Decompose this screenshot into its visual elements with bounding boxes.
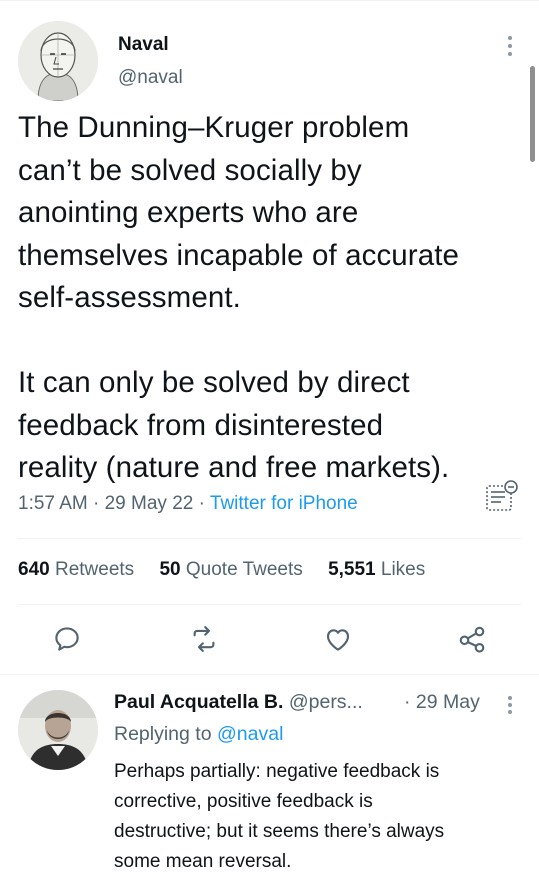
replying-to: Replying to @naval — [114, 723, 284, 745]
reply-avatar[interactable] — [18, 690, 98, 770]
avatar[interactable] — [18, 21, 98, 101]
scrollbar[interactable] — [530, 66, 535, 162]
more-vertical-icon[interactable] — [500, 34, 520, 58]
tweet-meta: 1:57 AM · 29 May 22 · Twitter for iPhone — [18, 493, 358, 514]
tweet-text: The Dunning–Kruger problem can’t be solved socially by anointing experts who are themselves incapable of accurate self-assessment. It can only be solved by direct feedback from disinterested reality (nature and free markets). — [18, 111, 460, 484]
reply-author-handle[interactable]: @pers... — [288, 691, 363, 713]
tweet-time: 1:57 AM — [18, 493, 88, 514]
heart-icon[interactable] — [323, 624, 353, 654]
tweet-date: 29 May 22 — [104, 493, 194, 514]
likes-stat[interactable]: 5,551 Likes — [328, 559, 426, 580]
tweet-source-link[interactable]: Twitter for iPhone — [209, 493, 358, 514]
translate-icon[interactable] — [484, 479, 520, 515]
reply-text: Perhaps partially: negative feedback is corrective, positive feedback is destructive; but it seems there’s always some mean reversal. — [114, 761, 445, 872]
divider — [18, 538, 521, 539]
author-name[interactable]: Naval — [118, 34, 169, 55]
author-handle[interactable]: @naval — [118, 67, 183, 88]
mention-link[interactable]: @naval — [216, 723, 284, 745]
more-vertical-icon[interactable] — [500, 694, 520, 716]
reply-date[interactable]: · 29 May — [404, 691, 480, 713]
tweet-stats — [18, 559, 445, 581]
retweet-icon[interactable] — [189, 624, 219, 654]
tweet-separator — [0, 674, 539, 675]
reply-icon[interactable] — [52, 624, 82, 654]
divider — [18, 604, 521, 605]
reply-header — [114, 691, 363, 714]
share-icon[interactable] — [457, 624, 487, 654]
top-divider — [0, 0, 539, 1]
retweets-stat[interactable]: 640 Retweets — [18, 559, 135, 580]
reply-author-name[interactable]: Paul Acquatella B. — [114, 691, 284, 713]
quote-tweets-stat[interactable]: 50 Quote Tweets — [159, 559, 303, 580]
